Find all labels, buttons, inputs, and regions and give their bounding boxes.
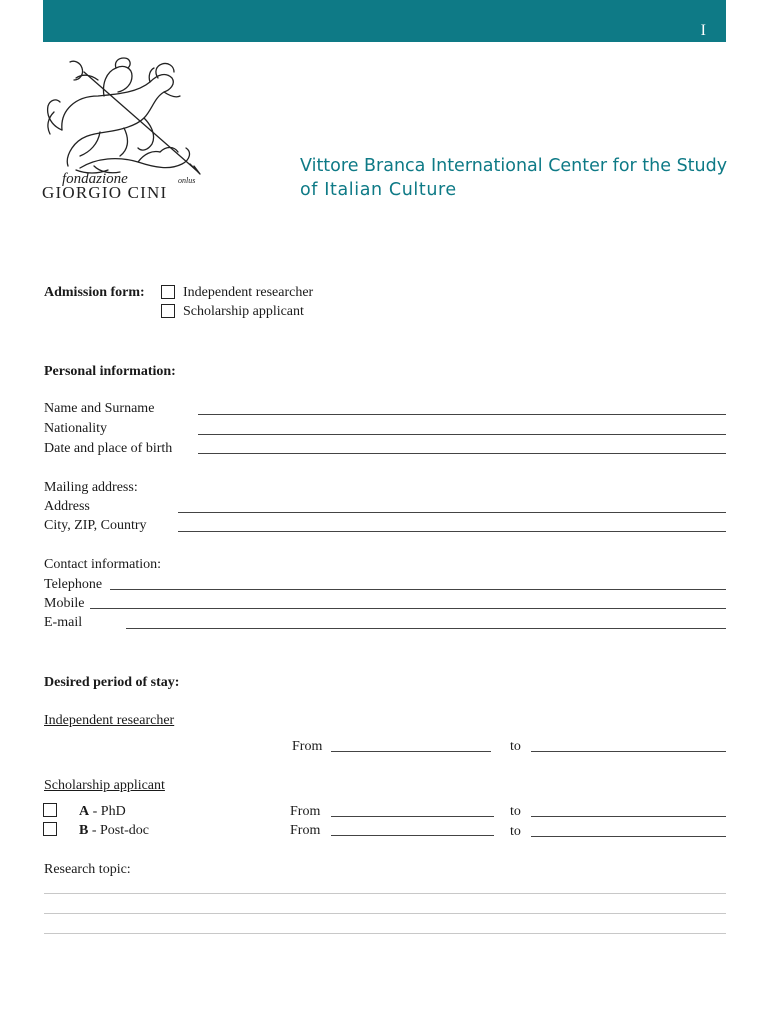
address-field[interactable] bbox=[178, 512, 726, 513]
post-doc-option-label: B - Post-doc bbox=[79, 823, 150, 838]
independent-to-field[interactable] bbox=[531, 751, 726, 752]
post-doc-from-field[interactable] bbox=[331, 835, 494, 836]
phd-from-field[interactable] bbox=[331, 816, 494, 817]
date-place-birth-field[interactable] bbox=[198, 453, 726, 454]
phd-to-label: to bbox=[510, 804, 521, 819]
independent-to-label: to bbox=[510, 739, 521, 754]
independent-researcher-subheading: Independent researcher bbox=[44, 713, 175, 728]
post-doc-to-label: to bbox=[510, 824, 521, 839]
address-label: Address bbox=[44, 499, 90, 514]
fondazione-logo bbox=[40, 52, 208, 202]
period-of-stay-heading: Desired period of stay: bbox=[44, 675, 180, 690]
phd-checkbox[interactable] bbox=[43, 803, 57, 817]
independent-from-label: From bbox=[292, 739, 323, 754]
header-banner bbox=[43, 0, 726, 42]
phd-to-field[interactable] bbox=[531, 816, 726, 817]
post-doc-from-label: From bbox=[290, 823, 321, 838]
independent-researcher-checkbox[interactable] bbox=[161, 285, 175, 299]
email-label: E-mail bbox=[44, 615, 83, 630]
research-topic-label: Research topic: bbox=[44, 862, 131, 877]
phd-option-label: A - PhD bbox=[79, 804, 126, 819]
logo-fondazione-text: fondazione bbox=[62, 171, 128, 187]
research-topic-line-2[interactable] bbox=[44, 913, 726, 914]
center-title-line2: of Italian Culture bbox=[300, 180, 457, 200]
telephone-label: Telephone bbox=[44, 577, 103, 592]
scholarship-applicant-option-label: Scholarship applicant bbox=[183, 304, 304, 319]
name-surname-label: Name and Surname bbox=[44, 401, 155, 416]
independent-from-field[interactable] bbox=[331, 751, 491, 752]
center-title bbox=[300, 154, 730, 202]
research-topic-line-1[interactable] bbox=[44, 893, 726, 894]
phd-from-label: From bbox=[290, 804, 321, 819]
mobile-field[interactable] bbox=[90, 608, 726, 609]
nationality-field[interactable] bbox=[198, 434, 726, 435]
center-title-line1: Vittore Branca International Center for the Study bbox=[300, 156, 728, 176]
research-topic-line-3[interactable] bbox=[44, 933, 726, 934]
city-zip-country-label: City, ZIP, Country bbox=[44, 518, 147, 533]
page-number: I bbox=[700, 22, 706, 39]
admission-form-label: Admission form: bbox=[44, 285, 145, 300]
personal-information-heading: Personal information: bbox=[44, 364, 176, 379]
telephone-field[interactable] bbox=[110, 589, 726, 590]
scholarship-applicant-checkbox[interactable] bbox=[161, 304, 175, 318]
mailing-address-heading: Mailing address: bbox=[44, 480, 138, 495]
independent-researcher-option-label: Independent researcher bbox=[183, 285, 314, 300]
logo-giorgio-cini-text: GIORGIO CINI bbox=[42, 183, 168, 202]
st-george-dragon-emblem bbox=[40, 52, 208, 202]
date-place-birth-label: Date and place of birth bbox=[44, 441, 173, 456]
name-surname-field[interactable] bbox=[198, 414, 726, 415]
scholarship-applicant-subheading: Scholarship applicant bbox=[44, 778, 165, 793]
email-field[interactable] bbox=[126, 628, 726, 629]
contact-information-heading: Contact information: bbox=[44, 557, 162, 572]
logo-onlus-text: onlus bbox=[178, 176, 196, 185]
city-zip-country-field[interactable] bbox=[178, 531, 726, 532]
post-doc-checkbox[interactable] bbox=[43, 822, 57, 836]
mobile-label: Mobile bbox=[44, 596, 85, 611]
post-doc-to-field[interactable] bbox=[531, 836, 726, 837]
nationality-label: Nationality bbox=[44, 421, 107, 436]
